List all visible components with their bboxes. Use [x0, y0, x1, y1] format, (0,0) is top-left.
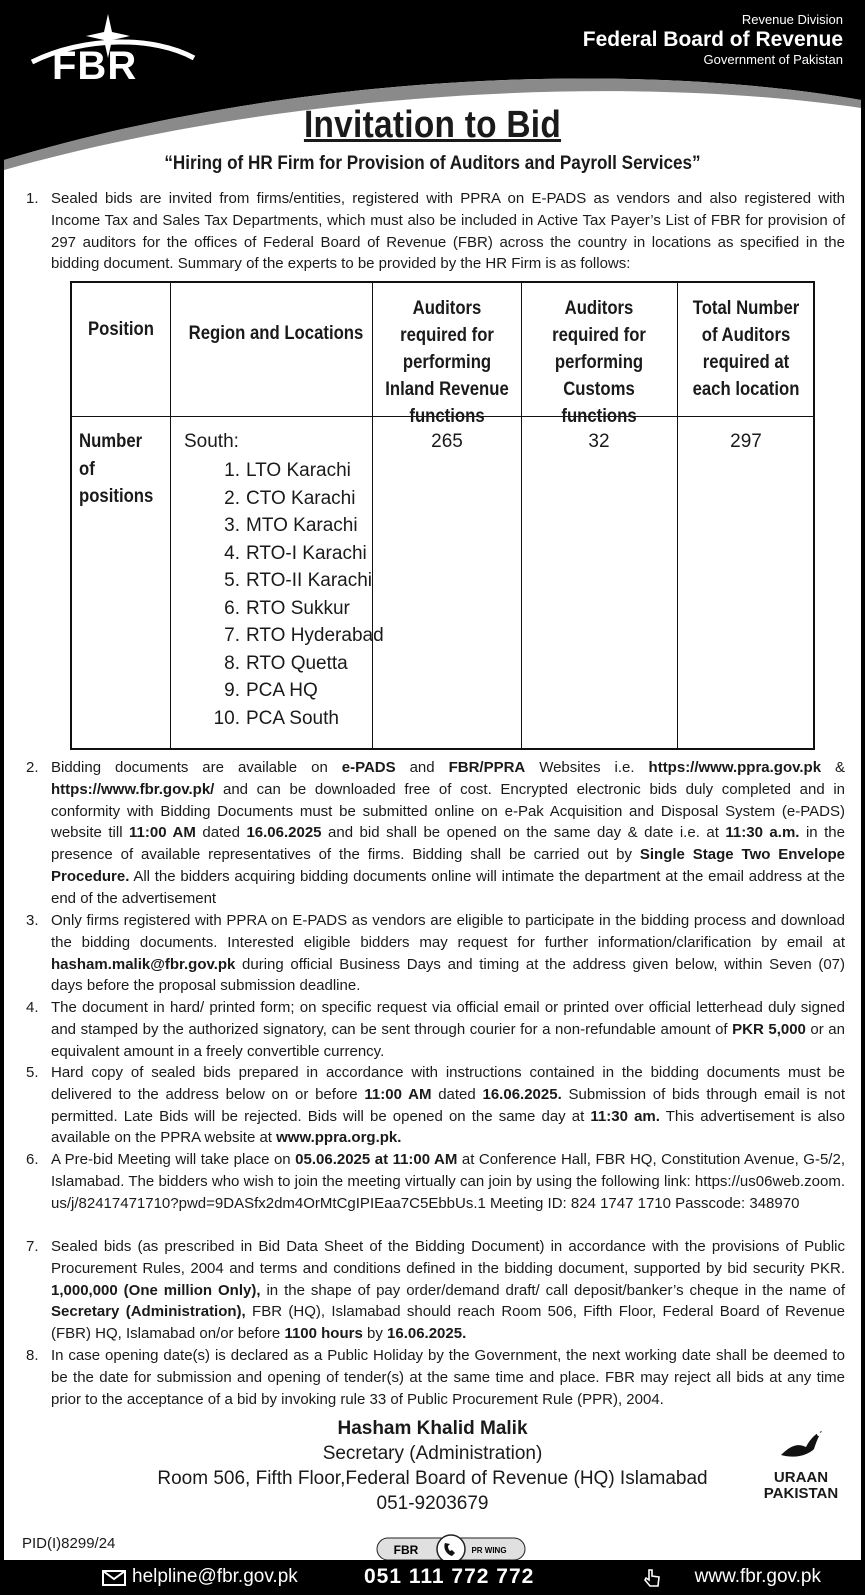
clause-number: 1.	[26, 190, 39, 207]
clause-5	[26, 1062, 845, 1149]
clause-text: In case opening date(s) is declared as a Public Holiday by the Government, the next working date shall be deemed to be the date for submission and opening of tender(s) at the same time and place. FBR may reject all bids at any time prior to the acceptance of a bid by invoking rule 33 of Public Procurement Rule (PPR), 2004.	[51, 1347, 845, 1408]
clause-number: 2.	[26, 759, 39, 776]
signatory-address: Room 506, Fifth Floor,Federal Board of Revenue (HQ) Islamabad	[157, 1468, 708, 1489]
clause-text: The document in hard/ printed form; on specific request via official email or printed over official letterhead duly signed and stamped by the authorized signatory, can be sent through courier for a non-refundable amount of PKR 5,000 or an equivalent amount in a freely convertible currency.	[51, 999, 845, 1060]
clause-2	[26, 757, 845, 910]
contact-email-link[interactable]: hasham.malik@fbr.gov.pk	[51, 955, 236, 973]
clause-number: 8.	[26, 1347, 39, 1364]
location-name: RTO-II Karachi	[246, 570, 373, 591]
location-number: 5.	[224, 570, 240, 591]
location-number: 2.	[224, 487, 240, 509]
pid-number: PID(I)8299/24	[22, 1535, 116, 1552]
location-name: PCA HQ	[246, 680, 318, 701]
clause-text: Hard copy of sealed bids prepared in accordance with instructions contained in the bidding documents must be delivered to the address below on or before 11:00 AM dated 16.06.2025. Submission of bids through email is not permitted. Late Bids will be rejected. Bids will be opened on the same day at 11:30 am. This advertisement is also available on the PPRA website at www.ppra.org.pk.	[51, 1064, 845, 1147]
location-number: 3.	[224, 515, 240, 536]
ppra-website-link[interactable]: www.ppra.org.pk.	[276, 1129, 402, 1147]
pr-right-label: PR WING	[471, 1546, 507, 1555]
division-label: Revenue Division	[741, 12, 843, 27]
bird-icon	[776, 1425, 826, 1465]
location-number: 6.	[224, 597, 240, 619]
clause-1	[26, 188, 845, 275]
signatory-name: Hasham Khalid Malik	[337, 1418, 528, 1439]
clause-7	[26, 1236, 845, 1345]
cell-inland: 265	[431, 431, 463, 452]
helpline-phone[interactable]: 051 111 772 772	[364, 1565, 535, 1588]
positions-table	[70, 281, 815, 750]
gov-label: Government of Pakistan	[703, 52, 843, 67]
page-subtitle: “Hiring of HR Firm for Provision of Auditors and Payroll Services”	[164, 153, 701, 174]
location-number: 1.	[224, 460, 240, 481]
clause-number: 3.	[26, 912, 39, 929]
signatory-designation: Secretary (Administration)	[322, 1443, 543, 1464]
cell-position: Number of positions	[79, 431, 154, 507]
email-icon	[102, 1570, 126, 1586]
signatory-phone: 051-9203679	[376, 1493, 489, 1514]
cell-total: 297	[730, 431, 762, 452]
org-name: Federal Board of Revenue	[582, 28, 843, 51]
clause-number: 4.	[26, 999, 39, 1016]
cell-customs: 32	[588, 431, 610, 452]
pr-left-label: FBR	[393, 1543, 419, 1557]
ppra-link[interactable]: https://www.ppra.gov.pk	[648, 759, 822, 776]
clause-6	[26, 1149, 845, 1214]
clause-text: Sealed bids are invited from firms/entities, registered with PPRA on E-PADS as vendors and also registered with Income Tax and Sales Tax Departments, which must also be included in Active Tax Payer’s List of FBR for provision of 297 auditors for the offices of Federal Board of Revenue (FBR) across the country in locations as specified in the bidding document. Summary of the experts to be provided by the HR Firm is as follows:	[51, 190, 845, 273]
page-title: Invitation to Bid	[303, 104, 562, 146]
website-link[interactable]: www.fbr.gov.pk	[694, 1566, 821, 1587]
location-name: RTO-I Karachi	[246, 542, 367, 564]
location-name: RTO Hyderabad	[246, 625, 384, 646]
fbr-logo: FBR	[52, 44, 138, 88]
helpline-email[interactable]: helpline@fbr.gov.pk	[132, 1566, 298, 1587]
header-inland: Auditors required for performing Inland Revenue functions	[385, 298, 509, 427]
location-name: MTO Karachi	[246, 515, 358, 536]
location-name: LTO Karachi	[246, 460, 351, 481]
header-region: Region and Locations	[188, 323, 364, 344]
uraan-pakistan-logo: URAAN PAKISTAN	[756, 1425, 846, 1502]
location-number: 10.	[213, 707, 240, 729]
clause-3	[26, 910, 845, 997]
fbr-link[interactable]: https://www.fbr.gov.pk/	[51, 780, 215, 798]
location-name: CTO Karachi	[246, 487, 356, 509]
clause-number: 6.	[26, 1151, 39, 1168]
clause-text: Bidding documents are available on e-PADS and FBR/PPRA Websites i.e. https://www.ppra.gov.pk & https://www.fbr.gov.pk/ and can be downloaded free of cost. Encrypted electronic bids duly completed and in conformity with Bidding Documents must be submitted online on e-Pak Acquisition and Disposal System (e-PADS) website till 11:00 AM dated 16.06.2025 and bid shall be opened on the same day & date i.e. at 11:30 a.m. in the presence of available representatives of the firms. Bidding shall be carried out by Single Stage Two Envelope Procedure. All the bidders acquiring bidding documents online will intimate the department at the email address at the end of the advertisement	[51, 759, 845, 907]
cell-region: South:	[184, 431, 239, 452]
location-number: 9.	[224, 680, 240, 701]
header-org-block	[583, 12, 843, 68]
location-name: PCA South	[246, 707, 339, 729]
location-number: 8.	[224, 652, 240, 674]
location-name: RTO Sukkur	[246, 597, 350, 619]
clause-8	[26, 1345, 845, 1410]
clause-text: Sealed bids (as prescribed in Bid Data Sheet of the Bidding Document) in accordance with the provisions of Public Procurement Rules, 2004 and terms and conditions defined in the bidding document, supported by bid security PKR. 1,000,000 (One million Only), in the shape of pay order/demand draft/ call deposit/banker’s cheque in the name of Secretary (Administration), FBR (HQ), Islamabad should reach Room 506, Fifth Floor, Federal Board of Revenue (FBR) HQ, Islamabad on/or before 1100 hours by 16.06.2025.	[51, 1238, 845, 1343]
clause-number: 7.	[26, 1238, 39, 1255]
header-position: Position	[88, 319, 154, 340]
clause-text: A Pre-bid Meeting will take place on 05.06.2025 at 11:00 AM at Conference Hall, FBR HQ, Constitution Avenue, G-5/2, Islamabad. The bidders who wish to join the meeting virtually can join by using the following link: https://us06web.zoom.us/j/82417471710?pwd=9DASfx2dm4OrMtCgIPIEaa7C5EbbUs.1 Meeting ID: 824 1747 1710 Passcode: 348970	[51, 1151, 845, 1212]
location-name: RTO Quetta	[246, 652, 348, 674]
clause-text: Only firms registered with PPRA on E-PADS as vendors are eligible to participate in the bidding process and download the bidding documents. Interested eligible bidders may request for further information/clarification by email at hasham.malik@fbr.gov.pk during official Business Days and timing at the address given below, within Seven (07) days before the proposal submission deadline.	[51, 912, 845, 995]
header-customs: Auditors required for performing Customs functions	[552, 298, 646, 427]
clause-number: 5.	[26, 1064, 39, 1081]
header-total: Total Number of Auditors required at each location	[692, 298, 800, 400]
pointer-hand-icon	[643, 1568, 661, 1588]
location-number: 4.	[224, 542, 240, 564]
clause-4	[26, 997, 845, 1062]
location-number: 7.	[224, 625, 240, 646]
footer-bar	[4, 1560, 861, 1595]
